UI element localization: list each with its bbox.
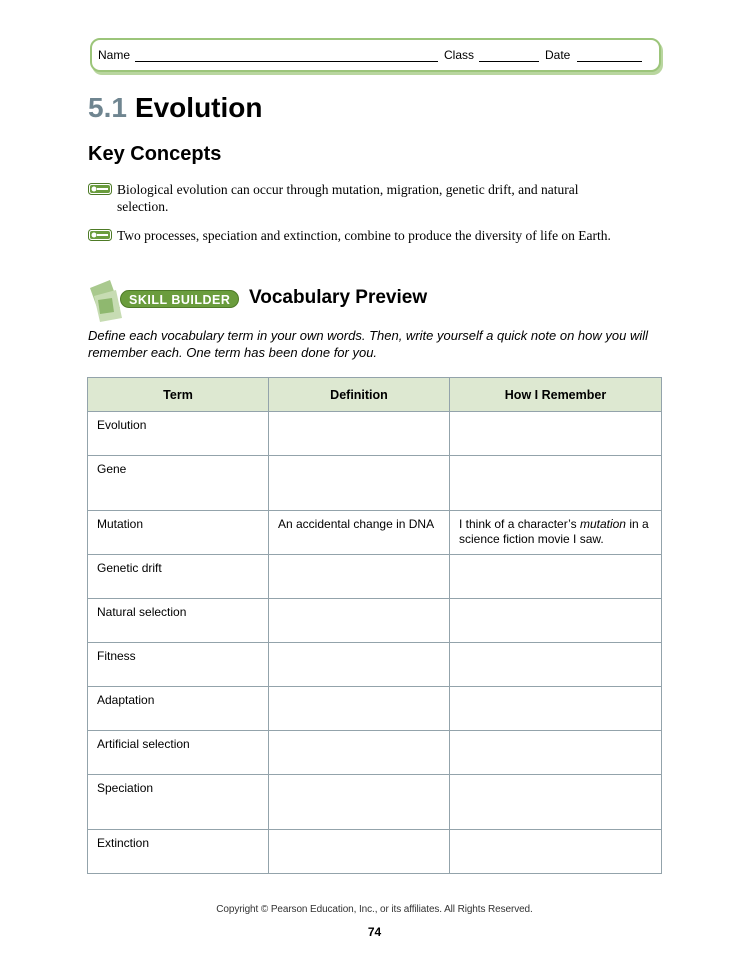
remember-emphasis: mutation xyxy=(579,517,626,531)
table-header-row xyxy=(88,378,662,412)
definition-cell[interactable] xyxy=(269,412,450,456)
term-cell: Adaptation xyxy=(88,687,269,731)
date-field[interactable] xyxy=(577,61,642,62)
table-row xyxy=(88,830,662,874)
date-label: Date xyxy=(545,48,571,62)
definition-cell[interactable] xyxy=(269,687,450,731)
section-number: 5.1 xyxy=(88,92,127,123)
key-icon xyxy=(88,183,112,195)
definition-cell[interactable] xyxy=(269,643,450,687)
term-cell: Gene xyxy=(88,456,269,511)
column-header-definition: Definition xyxy=(269,378,450,412)
student-info-box xyxy=(90,38,661,72)
remember-cell[interactable] xyxy=(450,412,662,456)
skill-builder-badge: SKILL BUILDER xyxy=(120,290,239,308)
table-row xyxy=(88,731,662,775)
class-field[interactable] xyxy=(479,61,539,62)
term-cell: Evolution xyxy=(88,412,269,456)
name-label: Name xyxy=(98,48,131,62)
key-concept-text: Two processes, speciation and extinction, combine to produce the diversity of life on Earth. xyxy=(117,228,611,243)
class-label: Class xyxy=(444,48,475,62)
table-row xyxy=(88,687,662,731)
term-cell: Artificial selection xyxy=(88,731,269,775)
definition-cell[interactable] xyxy=(269,731,450,775)
term-cell: Extinction xyxy=(88,830,269,874)
column-header-how-i-remember: How I Remember xyxy=(450,378,662,412)
term-cell: Fitness xyxy=(88,643,269,687)
remember-cell[interactable] xyxy=(450,830,662,874)
remember-cell[interactable] xyxy=(450,775,662,830)
definition-cell[interactable] xyxy=(269,775,450,830)
remember-cell[interactable] xyxy=(450,687,662,731)
table-row xyxy=(88,412,662,456)
vocabulary-table xyxy=(87,377,662,874)
remember-cell[interactable] xyxy=(450,643,662,687)
table-row xyxy=(88,643,662,687)
term-cell: Mutation xyxy=(88,511,269,555)
copyright-notice: Copyright © Pearson Education, Inc., or its affiliates. All Rights Reserved. xyxy=(216,904,533,915)
definition-cell[interactable] xyxy=(269,456,450,511)
definition-cell[interactable]: An accidental change in DNA xyxy=(269,511,450,555)
remember-cell[interactable] xyxy=(450,456,662,511)
remember-cell[interactable] xyxy=(450,511,662,555)
remember-cell[interactable] xyxy=(450,731,662,775)
key-icon xyxy=(88,229,112,241)
term-cell: Speciation xyxy=(88,775,269,830)
definition-cell[interactable] xyxy=(269,555,450,599)
page-number: 74 xyxy=(367,925,382,939)
section-title: Evolution xyxy=(134,92,263,123)
remember-text: I think of a character’s xyxy=(459,517,580,531)
skill-builder-header xyxy=(88,278,648,324)
table-row xyxy=(88,511,662,555)
remember-cell[interactable] xyxy=(450,555,662,599)
column-header-term: Term xyxy=(88,378,269,412)
term-cell: Natural selection xyxy=(88,599,269,643)
name-field[interactable] xyxy=(135,61,438,62)
key-concept-item xyxy=(88,181,628,215)
table-row xyxy=(88,456,662,511)
page-title xyxy=(88,92,262,124)
vocabulary-preview-title: Vocabulary Preview xyxy=(249,287,428,308)
key-concept-item xyxy=(88,227,628,261)
remember-text-end: in a science fiction movie I saw. xyxy=(459,517,649,546)
table-row xyxy=(88,775,662,830)
table-row xyxy=(88,599,662,643)
remember-cell[interactable] xyxy=(450,599,662,643)
key-concept-text: Biological evolution can occur through mutation, migration, genetic drift, and natural selection. xyxy=(117,182,579,214)
table-row xyxy=(88,555,662,599)
definition-cell[interactable] xyxy=(269,599,450,643)
definition-cell[interactable] xyxy=(269,830,450,874)
instructions: Define each vocabulary term in your own words. Then, write yourself a quick note on how you will remember each. One term has been done for you. xyxy=(88,328,648,360)
term-cell: Genetic drift xyxy=(88,555,269,599)
key-concepts-heading: Key Concepts xyxy=(88,143,222,165)
